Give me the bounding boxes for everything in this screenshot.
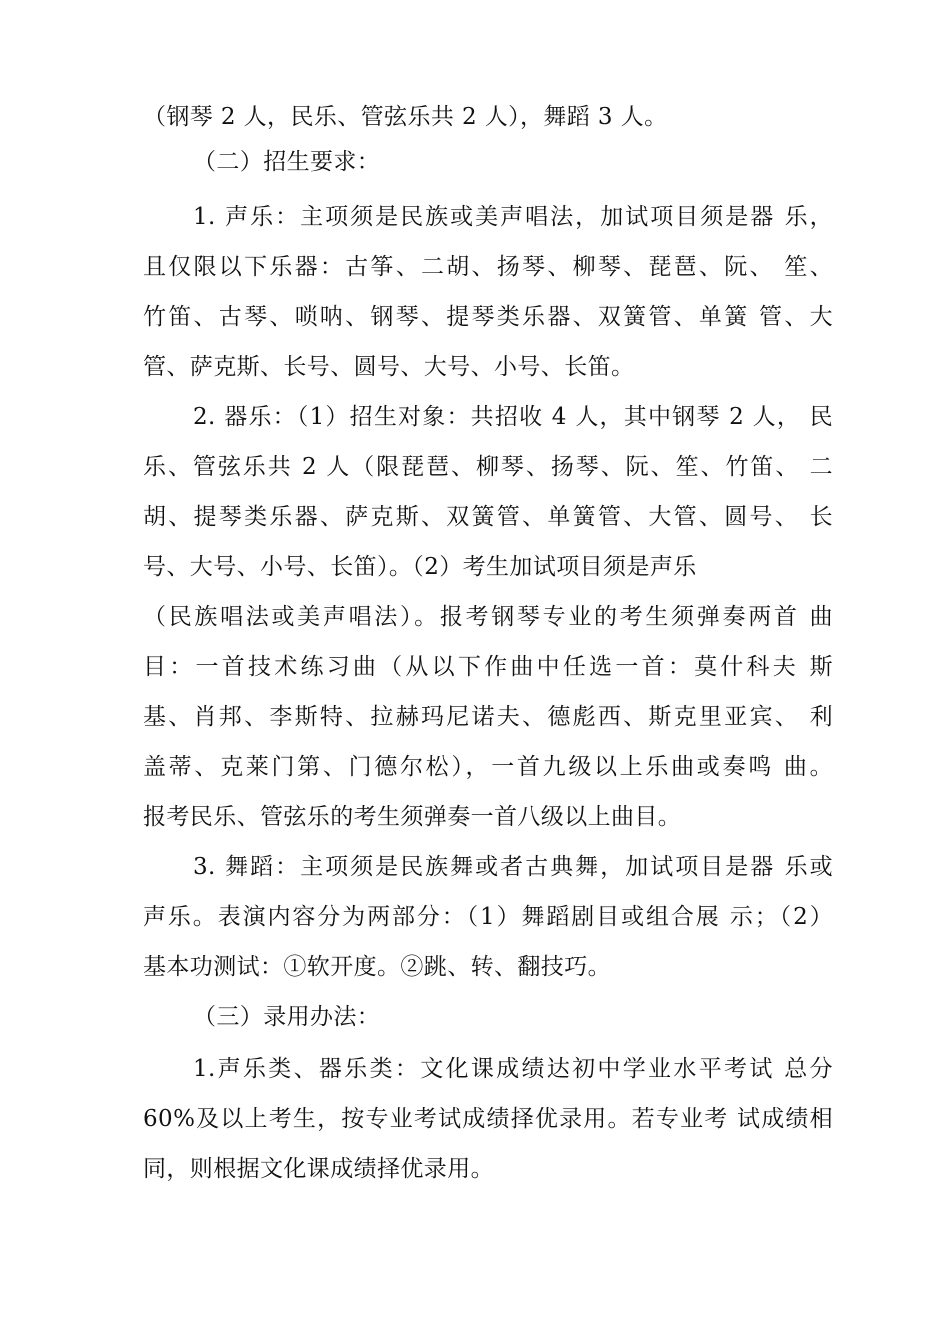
text-line: 基本功测试：①软开度。②跳、转、翻技巧。	[143, 954, 611, 980]
text-line: 60%及以上考生，按专业考试成绩择优录用。若专业考 试成绩相	[143, 1106, 833, 1132]
text-line: 声乐。表演内容分为两部分：（1）舞蹈剧目或组合展 示；（2）	[143, 904, 833, 930]
text-line: 乐、管弦乐共 2 人（限琵琶、柳琴、扬琴、阮、笙、竹笛、 二	[143, 454, 833, 480]
text-line: 1. 声乐：主项须是民族或美声唱法，加试项目须是器 乐，	[193, 204, 833, 230]
text-line: 号、大号、小号、长笛）。（2）考生加试项目须是声乐	[143, 554, 697, 580]
text-line: 管、萨克斯、长号、圆号、大号、小号、长笛。	[143, 354, 635, 380]
text-line: 且仅限以下乐器：古筝、二胡、扬琴、柳琴、琵琶、阮、 笙、	[143, 254, 833, 280]
section-heading: （二）招生要求：	[193, 149, 381, 175]
text-line: 报考民乐、管弦乐的考生须弹奏一首八级以上曲目。	[143, 804, 682, 830]
text-line: 胡、提琴类乐器、萨克斯、双簧管、单簧管、大管、圆号、 长	[143, 504, 833, 530]
text-line: （民族唱法或美声唱法）。报考钢琴专业的考生须弹奏两首 曲	[143, 604, 833, 630]
text-line: （钢琴 2 人，民乐、管弦乐共 2 人），舞蹈 3 人。	[143, 104, 668, 130]
text-line: 目：一首技术练习曲（从以下作曲中任选一首：莫什科夫 斯	[143, 654, 833, 680]
text-line: 1.声乐类、器乐类：文化课成绩达初中学业水平考试 总分	[193, 1056, 833, 1082]
text-line: 基、肖邦、李斯特、拉赫玛尼诺夫、德彪西、斯克里亚宾、 利	[143, 704, 833, 730]
text-line: 3. 舞蹈：主项须是民族舞或者古典舞，加试项目是器 乐或	[193, 854, 833, 880]
text-line: 同，则根据文化课成绩择优录用。	[143, 1156, 494, 1182]
text-line: 2. 器乐：（1）招生对象：共招收 4 人，其中钢琴 2 人， 民	[193, 404, 833, 430]
section-heading: （三）录用办法：	[193, 1004, 381, 1030]
text-line: 盖蒂、克莱门第、门德尔松），一首九级以上乐曲或奏鸣 曲。	[143, 754, 833, 780]
text-line: 竹笛、古琴、唢呐、钢琴、提琴类乐器、双簧管、单簧 管、大	[143, 304, 833, 330]
